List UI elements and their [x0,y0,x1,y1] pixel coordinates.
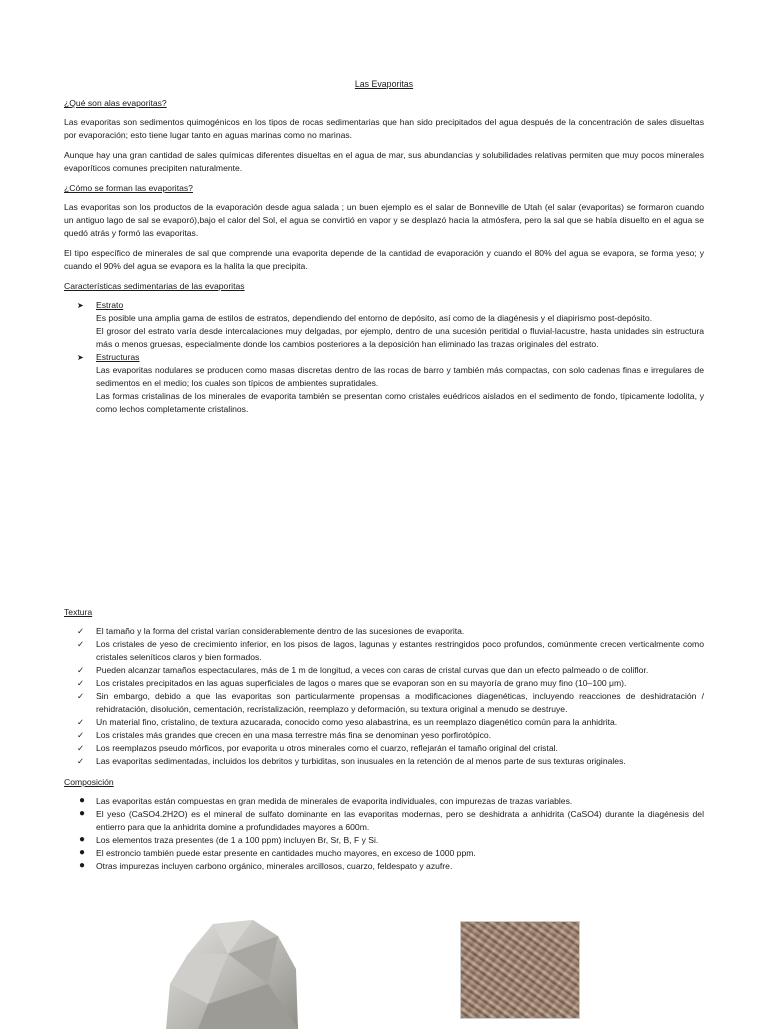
evaporite-slab-image [460,921,580,1019]
list-item [64,677,704,690]
list-item [64,742,704,755]
checkmark-bullet-icon: ✓ [77,691,85,701]
list-item-text: Las formas cristalinas de los minerales de evaporita también se presentan como cristales euédricos aislados en el sedimento de fondo, típicamente lodolita, y como lechos completamente cristalinos. [96,391,704,414]
list-item [64,860,704,873]
list-item [64,351,704,416]
round-bullet-icon: ● [79,795,86,806]
blank-space [64,424,704,606]
subheading-estrato: Estrato [96,300,124,310]
list-item [64,808,704,834]
list-item-text: Es posible una amplia gama de estilos de estratos, dependiendo del entorno de depósito, así como de la diagénesis y el diapirismo post-depósito. [96,313,653,323]
checkmark-bullet-icon: ✓ [77,743,85,753]
composicion-list [64,795,704,873]
section-heading-como-se-forman: ¿Cómo se forman las evaporitas? [64,183,193,193]
list-item-text: Pueden alcanzar tamaños espectaculares, más de 1 m de longitud, a veces con caras de cristal curvas que dan un efecto palmeado o de coliflor. [96,665,649,675]
list-item [64,795,704,808]
checkmark-bullet-icon: ✓ [77,756,85,766]
list-item [64,755,704,768]
list-item-text: Los cristales precipitados en las aguas superficiales de lagos o mares que se evaporan son en su mayoría de grano muy fino (10–100 μm). [96,678,627,688]
list-item [64,729,704,742]
list-item-text: Los cristales de yeso de crecimiento inferior, en los pisos de lagos, lagunas y estantes restringidos poco profundos, comúnmente crecen verticalmente como cristales seleníticos claros y bien formados. [96,639,704,662]
paragraph: Aunque hay una gran cantidad de sales químicas diferentes disueltas en el agua de mar, sus abundancias y solubilidades relativas permiten que muy pocos minerales evaporíticos comunes precipiten naturalmente. [64,150,704,173]
list-item-text: El tamaño y la forma del cristal varían considerablemente dentro de las sucesiones de evaporita. [96,626,465,636]
checkmark-bullet-icon: ✓ [77,665,85,675]
checkmark-bullet-icon: ✓ [77,678,85,688]
list-item-text: Los reemplazos pseudo mórficos, por evaporita u otros minerales como el cuarzo, reflejarán el tamaño original del cristal. [96,743,558,753]
paragraph: Las evaporitas son sedimentos quimogénicos en los tipos de rocas sedimentarias que han sido precipitados del agua después de la concentración de sales disueltas por evaporación; esto tiene lugar tanto en aguas marinas como no marinas. [64,117,704,140]
document-title: Las Evaporitas [354,79,414,89]
arrowhead-bullet-icon: ➤ [77,353,84,362]
list-item-text: Sin embargo, debido a que las evaporitas son particularmente propensas a modificaciones diagenéticas, incluyendo reacciones de deshidratación / rehidratación, disolución, cementación, recristalización, reemplazo y deformación, su textura original a menudo se destruye. [96,691,704,714]
list-item [64,834,704,847]
list-item [64,638,704,664]
section-heading-composicion: Composición [64,777,114,787]
caracteristicas-list [64,299,704,416]
list-item [64,299,704,351]
list-item-text: Las evaporitas sedimentadas, incluidos los debritos y turbiditas, son inusuales en la retención de al menos parte de sus texturas originales. [96,756,626,766]
paragraph: El tipo específico de minerales de sal que comprende una evaporita depende de la cantidad de evaporación y cuando el 80% del agua se evapora, se forma yeso; y cuando el 90% del agua se evapora es la halita la que precipita. [64,248,704,271]
list-item [64,847,704,860]
section-heading-caracteristicas: Características sedimentarias de las evaporitas [64,281,245,291]
list-item-text: Otras impurezas incluyen carbono orgánico, minerales arcillosos, cuarzo, feldespato y azufre. [96,861,453,871]
section-heading-que-son: ¿Qué son alas evaporitas? [64,98,167,108]
list-item-text: El yeso (CaSO4.2H2O) es el mineral de sulfato dominante en las evaporitas modernas, pero se deshidrata a anhidrita (CaSO4) durante la diagénesis del entierro para que la anhidrita domine a profundidades mayores a 600m. [96,809,704,832]
paragraph: Las evaporitas son los productos de la evaporación desde agua salada ; un buen ejemplo es el salar de Bonneville de Utah (el salar (evaporitas) se formaron cuando un antiguo lago de sal se evaporó),bajo el calor del Sol, el agua se convirtió en vapor y se desplazó hacia la atmósfera, pero la sal que se había disuelto en el agua se quedó atrás y formó las evaporitas. [64,202,704,238]
list-item-text: Los cristales más grandes que crecen en una masa terrestre más fina se denominan yeso porfirotópico. [96,730,492,740]
textura-list [64,625,704,768]
checkmark-bullet-icon: ✓ [77,717,85,727]
list-item-text: El estroncio también puede estar presente en cantidades mucho mayores, en exceso de 1000 ppm. [96,848,476,858]
list-item-text: Un material fino, cristalino, de textura azucarada, conocido como yeso alabastrina, es un reemplazo diagenético común para la anhidrita. [96,717,618,727]
list-item-text: Las evaporitas nodulares se producen como masas discretas dentro de las rocas de barro y también más compactas, con solo cadenas finas e irregulares de sedimentos en el medio; los cuales son típicos de ambientes supratidales. [96,365,704,388]
round-bullet-icon: ● [79,808,86,819]
checkmark-bullet-icon: ✓ [77,730,85,740]
list-item [64,690,704,716]
gypsum-rock-image [158,914,303,1029]
round-bullet-icon: ● [79,860,86,871]
subheading-estructuras: Estructuras [96,352,140,362]
list-item [64,625,704,638]
list-item [64,716,704,729]
list-item-text: El grosor del estrato varía desde intercalaciones muy delgadas, por ejemplo, dentro de una sucesión peritidal o fluvial-lacustre, hasta unidades sin estructura más o menos gruesas, especialmente donde los cambios posteriores a la deposición han eliminado las trazas originales del estrato. [96,326,704,349]
list-item-text: Los elementos traza presentes (de 1 a 100 ppm) incluyen Br, Sr, B, F y Si. [96,835,379,845]
round-bullet-icon: ● [79,834,86,845]
list-item-text: Las evaporitas están compuestas en gran medida de minerales de evaporita individuales, con impurezas de trazas variables. [96,796,573,806]
image-row [0,904,768,1024]
round-bullet-icon: ● [79,847,86,858]
checkmark-bullet-icon: ✓ [77,639,85,649]
list-item [64,664,704,677]
section-heading-textura: Textura [64,607,93,617]
arrowhead-bullet-icon: ➤ [77,301,84,310]
document-page [64,78,704,881]
checkmark-bullet-icon: ✓ [77,626,85,636]
